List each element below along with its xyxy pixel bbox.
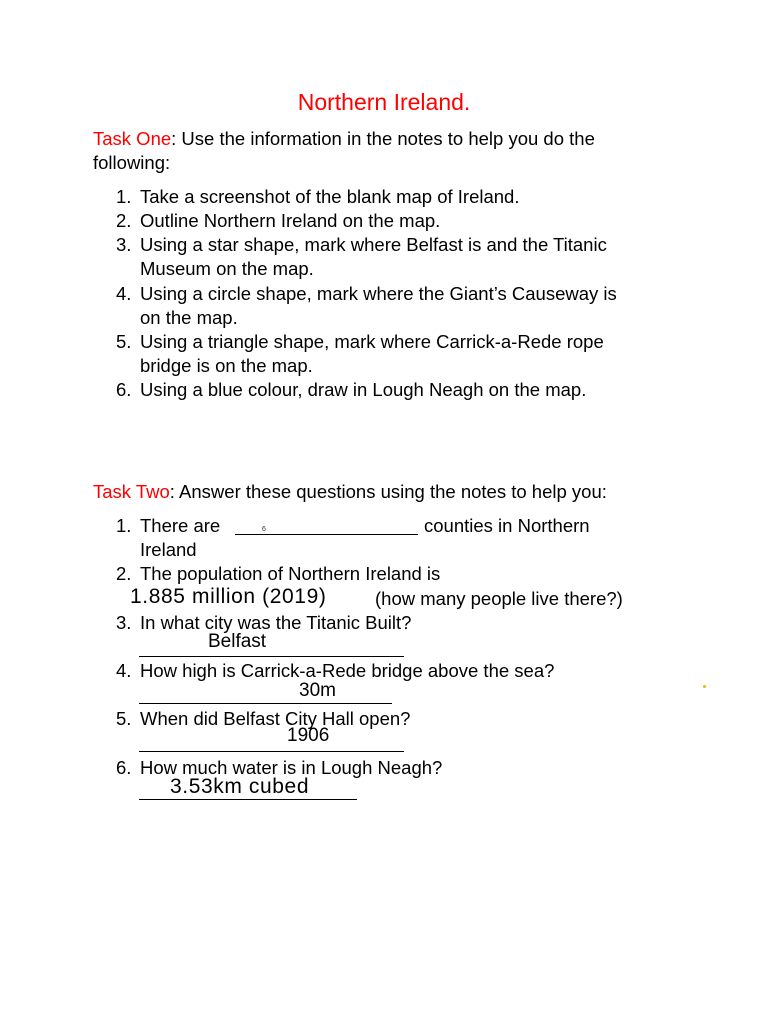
question-text: There are [140, 515, 221, 536]
list-item-continued: Museum on the map. [140, 258, 314, 279]
question-number: 6. [116, 757, 132, 778]
list-item: Using a blue colour, draw in Lough Neagh on the map. [140, 379, 587, 400]
task-two-label: Task Two [93, 481, 170, 502]
list-item-continued: bridge is on the map. [140, 355, 313, 376]
list-item-continued: on the map. [140, 307, 238, 328]
answer-blank[interactable] [139, 703, 392, 704]
question-number: 3. [116, 612, 132, 633]
question-number: 4. [116, 660, 132, 681]
question-number: 2. [116, 563, 132, 584]
answer-text: 1906 [287, 725, 330, 746]
question-text: The population of Northern Ireland is [140, 563, 441, 584]
answer-text: 3.53km cubed [170, 775, 310, 798]
list-item-number: 5. [116, 331, 132, 352]
answer-blank[interactable] [139, 799, 357, 800]
task-two-intro-text: : Answer these questions using the notes to help you: [169, 481, 607, 502]
question-text: counties in Northern [424, 515, 590, 536]
task-one-label: Task One [93, 128, 172, 149]
list-item: Using a triangle shape, mark where Carrick-a-Rede rope [140, 331, 604, 352]
question-number: 5. [116, 708, 132, 729]
list-item-number: 2. [116, 210, 132, 231]
question-text: How much water is in Lough Neagh? [140, 757, 443, 778]
list-item-number: 1. [116, 186, 132, 207]
task-one-intro-text: : Use the information in the notes to help you do the [171, 128, 595, 149]
question-text: How high is Carrick-a-Rede bridge above the sea? [140, 660, 555, 681]
task-one-intro [93, 127, 693, 151]
answer-blank[interactable] [139, 656, 404, 657]
question-text: In what city was the Titanic Built? [140, 612, 412, 633]
task-two-intro [93, 480, 693, 504]
list-item: Outline Northern Ireland on the map. [140, 210, 441, 231]
stray-mark [703, 685, 706, 688]
list-item-number: 6. [116, 379, 132, 400]
answer-blank[interactable] [235, 534, 418, 535]
question-number: 1. [116, 515, 132, 536]
answer-text: 30m [299, 680, 336, 701]
question-text-continued: Ireland [140, 539, 197, 560]
answer-text: 1.885 million (2019) [130, 585, 327, 608]
question-text: When did Belfast City Hall open? [140, 708, 411, 729]
list-item: Using a circle shape, mark where the Giant’s Causeway is [140, 283, 617, 304]
list-item: Take a screenshot of the blank map of Ireland. [140, 186, 520, 207]
list-item: Using a star shape, mark where Belfast is and the Titanic [140, 234, 607, 255]
page-title: Northern Ireland. [297, 89, 471, 115]
answer-text: Belfast [208, 631, 267, 652]
answer-text: 6 [262, 526, 266, 533]
list-item-number: 4. [116, 283, 132, 304]
task-one-intro-line2: following: [93, 152, 171, 173]
answer-blank[interactable] [139, 751, 404, 752]
list-item-number: 3. [116, 234, 132, 255]
question-text: (how many people live there?) [375, 588, 623, 609]
